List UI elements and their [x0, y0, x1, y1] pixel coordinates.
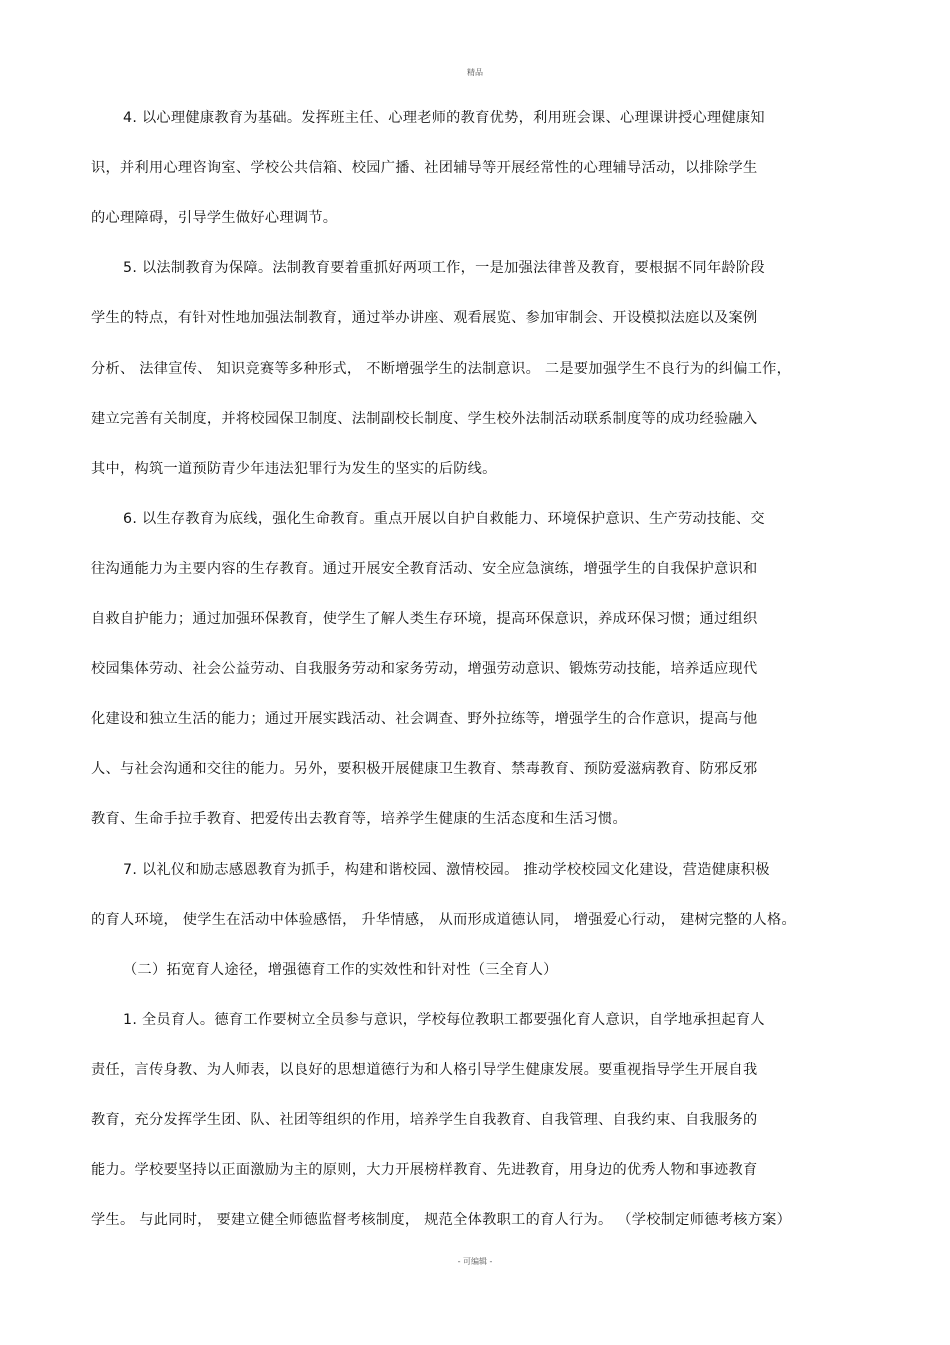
paragraph-first-line: 4. 以心理健康教育为基础。发挥班主任、心理老师的教育优势，利用班会课、心理课讲授心理健康知	[123, 110, 765, 126]
paragraph-line: 自救自护能力；通过加强环保教育，使学生了解人类生存环境，提高环保意识，养成环保习惯；通过组织	[91, 611, 758, 627]
paragraph-line: 教育，充分发挥学生团、队、社团等组织的作用，培养学生自我教育、自我管理、自我约束、自我服务的	[91, 1112, 758, 1128]
page-header: 精品	[467, 68, 483, 77]
paragraph-line: 责任，言传身教、为人师表，以良好的思想道德行为和人格引导学生健康发展。要重视指导学生开展自我	[91, 1061, 758, 1078]
paragraph-line: 分析、 法律宣传、 知识竞赛等多种形式， 不断增强学生的法制意识。 二是要加强学生不良行为的纠偏工作，	[91, 360, 792, 377]
paragraph-line: 能力。学校要坚持以正面激励为主的原则，大力开展榜样教育、先进教育，用身边的优秀人物和事迹教育	[91, 1162, 758, 1179]
paragraph-line: 的心理障碍，引导学生做好心理调节。	[91, 210, 338, 227]
paragraph-line: 其中，构筑一道预防青少年违法犯罪行为发生的坚实的后防线。	[91, 460, 497, 477]
paragraph-first-line: 6. 以生存教育为底线，强化生命教育。重点开展以自护自救能力、环境保护意识、生产劳动技能、交	[123, 510, 765, 527]
paragraph-line: 往沟通能力为主要内容的生存教育。通过开展安全教育活动、安全应急演练，增强学生的自我保护意识和	[91, 560, 758, 577]
paragraph-line: 校园集体劳动、社会公益劳动、自我服务劳动和家务劳动，增强劳动意识、锻炼劳动技能，培养适应现代	[91, 661, 758, 678]
paragraph-first-line: （二）拓宽育人途径，增强德育工作的实效性和针对性（三全育人）	[123, 961, 558, 978]
paragraph-line: 识，并利用心理咨询室、学校公共信箱、校园广播、社团辅导等开展经常性的心理辅导活动，以排除学生	[91, 160, 758, 177]
paragraph-line: 建立完善有关制度，并将校园保卫制度、法制副校长制度、学生校外法制活动联系制度等的成功经验融入	[91, 410, 758, 427]
paragraph-first-line: 1. 全员育人。德育工作要树立全员参与意识，学校每位教职工都要强化育人意识，自学地承担起育人	[123, 1011, 765, 1028]
paragraph-line: 的育人环境， 使学生在活动中体验感悟， 升华情感， 从而形成道德认同， 增强爱心行动， 建树完整的人格。	[91, 911, 796, 928]
paragraph-first-line: 7. 以礼仪和励志感恩教育为抓手，构建和谐校园、激情校园。 推动学校校园文化建设，营造健康积极	[123, 861, 770, 878]
paragraph-line: 教育、生命手拉手教育、把爱传出去教育等，培养学生健康的生活态度和生活习惯。	[91, 811, 628, 828]
paragraph-line: 人、与社会沟通和交往的能力。另外，要积极开展健康卫生教育、禁毒教育、预防爱滋病教育、防邪反邪	[91, 761, 758, 778]
page-footer: - 可编辑 -	[457, 1257, 493, 1266]
paragraph-line: 化建设和独立生活的能力；通过开展实践活动、社会调查、野外拉练等，增强学生的合作意识，提高与他	[91, 711, 758, 728]
paragraph-first-line: 5. 以法制教育为保障。法制教育要着重抓好两项工作，一是加强法律普及教育，要根据不同年龄阶段	[123, 260, 765, 277]
paragraph-line: 学生的特点，有针对性地加强法制教育，通过举办讲座、观看展览、参加审制会、开设模拟法庭以及案例	[91, 310, 758, 327]
paragraph-line: 学生。 与此同时， 要建立健全师德监督考核制度， 规范全体教职工的育人行为。 （学校制定师德考核方案）	[91, 1212, 792, 1229]
